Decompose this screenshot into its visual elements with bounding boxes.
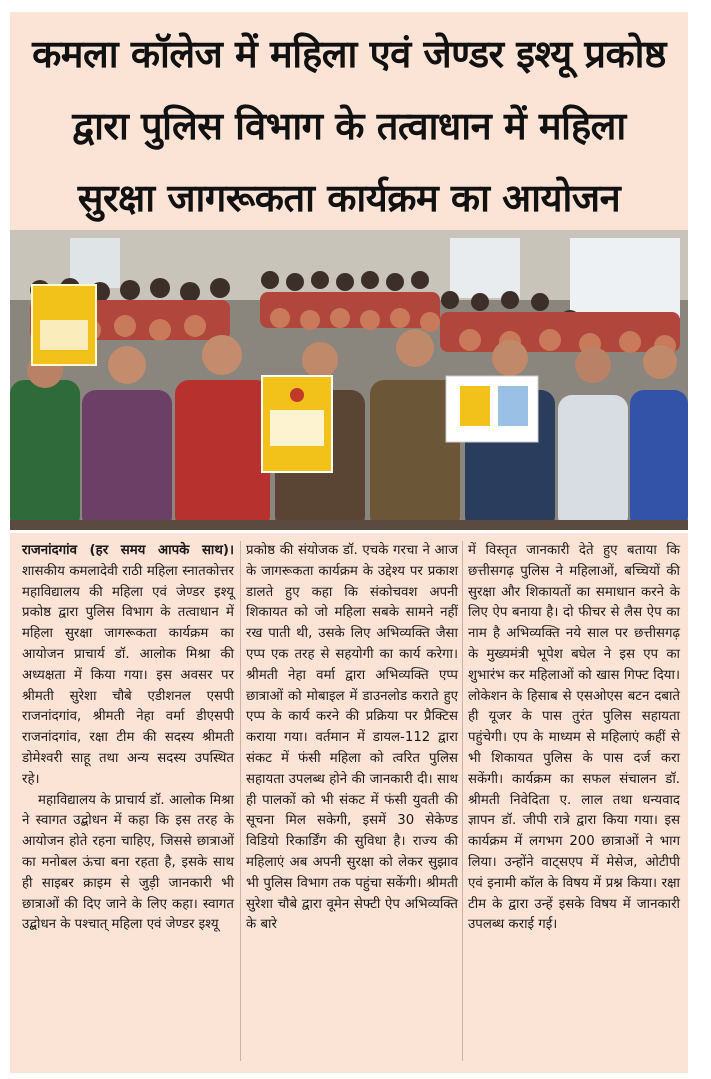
article-body	[10, 533, 688, 1073]
event-photo	[10, 230, 688, 530]
poster-right	[446, 376, 538, 442]
article-paragraph	[22, 541, 234, 791]
headline-line-3: सुरक्षा जागरूकता कार्यक्रम का आयोजन	[77, 176, 621, 220]
poster-center	[262, 376, 332, 472]
article-column-1	[22, 541, 234, 936]
headline-line-1: कमला कॉलेज में महिला एवं जेण्डर इश्यू प्रकोष्ठ	[32, 32, 666, 76]
dateline: राजनांदगांव (हर समय आपके साथ)।	[22, 543, 234, 558]
poster-left	[32, 285, 96, 365]
article-paragraph: में विस्तृत जानकारी देते हुए बताया कि छत्तीसगढ़ पुलिस ने महिलाओं, बच्चियों की सुरक्षा और शिकायतों का समाधान करने के लिए ऐप बनाया है। दो फीचर से लैस ऐप का नाम है अभिव्यक्ति नये साल पर छत्तीसगढ़ के मुख्यमंत्री भूपेश बघेल ने इस एप का शुभारंभ कर महिलाओं को खास गिफ्ट दिया। लोकेशन के हिसाब से एसओएस बटन दबाते ही यूजर के पास तुरंत पुलिस सहायता पहुंचेगी। एप के माध्यम से महिलाएं कहीं से भी शिकायत पुलिस के पास दर्ज करा सकेंगी। कार्यक्रम का सफल संचालन डॉ. श्रीमती निवेदिता ए. लाल तथा धन्यवाद ज्ञापन डॉ. जीपी रात्रे द्वारा किया गया। इस कार्यक्रम में लगभग 200 छात्राओं ने भाग लिया। उन्होंने वाट्सएप में मेसेज, ओटीपी एवं इनामी कॉल के विषय में प्रश्न किया। रक्षा टीम के द्वारा उन्हें इसके विषय में जानकारी उपलब्ध कराई गई।	[468, 543, 680, 933]
column-divider	[240, 541, 241, 1061]
column-divider	[462, 541, 463, 1061]
article-column-2	[246, 541, 458, 936]
headline	[10, 12, 688, 230]
article-column-3	[468, 541, 680, 936]
article-text: शासकीय कमलादेवी राठी महिला स्नातकोत्तर महाविद्यालय की महिला एवं जेण्डर इश्यू प्रकोष्ठ द्वारा पुलिस विभाग के तत्वाधान में महिला सुरक्षा जागरूकता कार्यक्रम का आयोजन प्राचार्य डॉ. आलोक मिश्रा की अध्यक्षता में किया गया। इस अवसर पर श्रीमती सुरेशा चौबे एडीशनल एसपी राजनांदगांव, श्रीमती नेहा वर्मा डीएसपी राजनांदगांव, रक्षा टीम की सदस्य श्रीमती डोमेश्वरी साहू तथा अन्य सदस्य उपस्थित रहे।	[22, 563, 234, 787]
headline-line-2: द्वारा पुलिस विभाग के तत्वाधान में महिला	[72, 104, 626, 148]
article-paragraph: महाविद्यालय के प्राचार्य डॉ. आलोक मिश्रा ने स्वागत उद्बोधन में कहा कि इस तरह के आयोजन होते रहना चाहिए, जिससे छात्राओं का मनोबल ऊंचा बना रहता है, इसके साथ ही साइबर क्राइम से जुड़ी जानकारी भी छात्राओं की दिए जाने के लिए कहा। स्वागत उद्बोधन के पश्चात् महिला एवं जेण्डर इश्यू	[22, 792, 234, 933]
event-photo-illustration	[10, 230, 688, 530]
article-paragraph: प्रकोष्ठ की संयोजक डॉ. एचके गरचा ने आज के जागरूकता कार्यक्रम के उद्देश्य पर प्रकाश डालते हुए कहा कि संकोचवश अपनी शिकायत को जो महिला सबके सामने नहीं रख पाती थी, उसके लिए अभिव्यक्ति जैसा एप्प एक तरह से सहयोगी का कार्य करेगा। श्रीमती नेहा वर्मा द्वारा अभिव्यक्ति एप्प छात्राओं को मोबाइल में डाउनलोड कराते हुए एप्प के कार्य करने की प्रक्रिया पर प्रैक्टिस कराया गया। वर्तमान में डायल-112 द्वारा संकट में फंसी महिला को त्वरित पुलिस सहायता उपलब्ध होने की जानकारी दी। साथ ही पालकों को भी संकट में फंसी युवती की सूचना मिल सकेगी, इसमें 30 सेकेण्ड विडियो रिकार्डिंग की सुविधा है। राज्य की महिलाएं अब अपनी सुरक्षा को लेकर सुझाव भी पुलिस विभाग तक पहुंचा सकेंगी। श्रीमती सुरेशा चौबे द्वारा वूमेन सेफ्टी ऐप अभिव्यक्ति के बारे	[246, 543, 458, 933]
